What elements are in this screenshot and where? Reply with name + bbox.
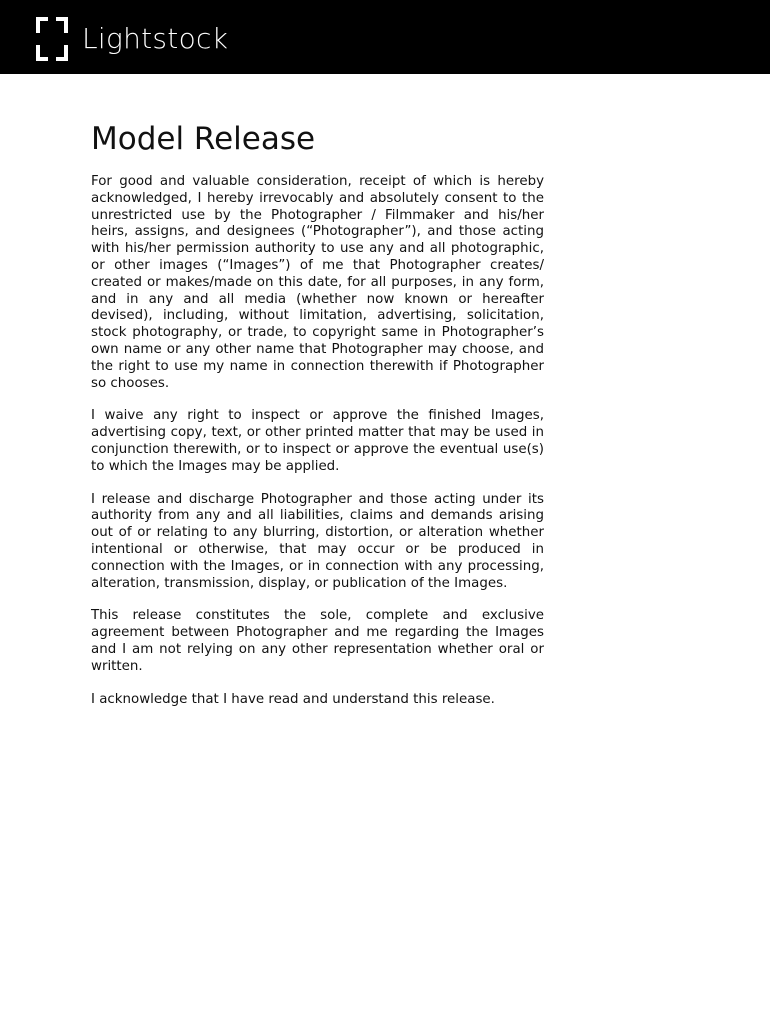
- acknowledgement-paragraph: I acknowledge that I have read and understand this release.: [91, 691, 495, 707]
- header-bar: [0, 0, 770, 74]
- release-paragraph: I release and discharge Photographer and those acting under its authority from any and all liabilities, claims and demands arising out of or relating to any blurring, distortion, or alteration whether intentional or otherwise, that may occur or be produced in connection with the Images, or in connection with any processing, alteration, transmission, display, or publication of the Images.: [91, 491, 544, 591]
- brand-name: Lightstock: [82, 22, 229, 55]
- page-title: Model Release: [91, 121, 316, 157]
- agreement-paragraph: This release constitutes the sole, complete and exclusive agreement between Photographer and me regarding the Images and I am not relying on any other representation whether oral or written.: [91, 608, 544, 674]
- waiver-paragraph: I waive any right to inspect or approve the finished Images, advertising copy, text, or other printed matter that may be used in conjunction therewith, or to inspect or approve the eventual use(s) to which the Images may be applied.: [91, 408, 544, 474]
- brand-logo-link[interactable]: [36, 17, 228, 61]
- document-body: [91, 118, 544, 724]
- consent-paragraph: For good and valuable consideration, receipt of which is hereby acknowledged, I hereby irrevocably and absolutely consent to the unrestricted use by the Photographer / Filmmaker and his/her heirs, assigns, and designees (“Photographer”), and those acting with his/her permission authority to use any and all photographic, or other images (“Images”) of me that Photographer creates/ created or makes/made on this date, for all purposes, in any form, and in any and all media (whether now known or hereafter devised), including, without limitation, advertising, solicitation, stock photography, or trade, to copyright same in Photographer’s own name or any other name that Photographer may choose, and the right to use my name in connection therewith if Photographer so chooses.: [91, 174, 544, 391]
- lightstock-bracket-icon: [36, 17, 68, 61]
